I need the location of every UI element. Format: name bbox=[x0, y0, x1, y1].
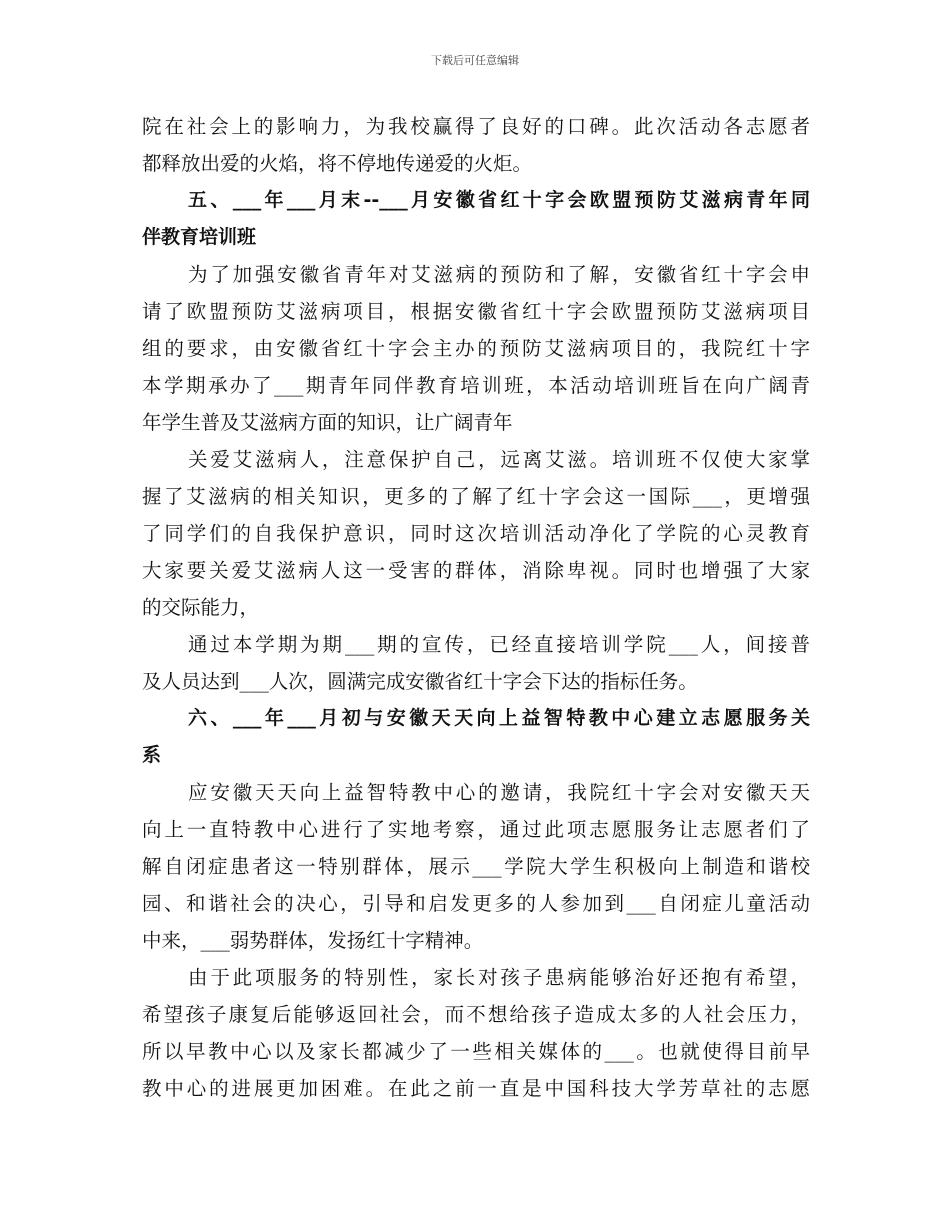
paragraph-line: 希望孩子康复后能够返回社会，而不想给孩子造成太多的人社会压力， bbox=[142, 1003, 810, 1026]
paragraph-line: 应安徽天天向上益智特教中心的邀请，我院红十字会对安徽天天 bbox=[188, 781, 810, 804]
paragraph-line: 院在社会上的影响力，为我校赢得了良好的口碑。此次活动各志愿者 bbox=[142, 115, 810, 138]
paragraph-line: 向上一直特教中心进行了实地考察，通过此项志愿服务让志愿者们了 bbox=[142, 818, 810, 841]
paragraph-line: 为了加强安徽省青年对艾滋病的预防和了解，安徽省红十字会申 bbox=[188, 263, 810, 286]
paragraph-line: 的交际能力， bbox=[142, 596, 260, 619]
section-heading-line: 五、___年___月末--___月安徽省红十字会欧盟预防艾滋病青年同 bbox=[188, 189, 810, 211]
paragraph-line: 握了艾滋病的相关知识，更多的了解了红十字会这一国际___，更增强 bbox=[142, 485, 810, 508]
section-heading-line: 六、___年___月初与安徽天天向上益智特教中心建立志愿服务关 bbox=[188, 707, 810, 729]
section-heading-line: 伴教育培训班 bbox=[142, 226, 257, 248]
paragraph-line: 了同学们的自我保护意识，同时这次培训活动净化了学院的心灵教育 bbox=[142, 522, 810, 545]
section-heading-line: 系 bbox=[142, 744, 162, 766]
paragraph-line: 解自闭症患者这一特别群体，展示___学院大学生积极向上制造和谐校 bbox=[142, 855, 810, 878]
page-header: 下载后可任意编辑 bbox=[431, 54, 519, 67]
paragraph-line: 本学期承办了___期青年同伴教育培训班，本活动培训班旨在向广阔青 bbox=[142, 374, 810, 397]
paragraph-line: 中来，___弱势群体，发扬红十字精神。 bbox=[142, 929, 484, 952]
paragraph-line: 及人员达到___人次，圆满完成安徽省红十字会下达的指标任务。 bbox=[142, 670, 698, 693]
paragraph-line: 所以早教中心以及家长都减少了一些相关媒体的___。也就使得目前早 bbox=[142, 1040, 810, 1063]
paragraph-line: 组的要求，由安徽省红十字会主办的预防艾滋病项目的，我院红十字 bbox=[142, 337, 810, 360]
paragraph-line: 由于此项服务的特别性，家长对孩子患病能够治好还抱有希望， bbox=[188, 966, 810, 989]
paragraph-line: 教中心的进展更加困难。在此之前一直是中国科技大学芳草社的志愿 bbox=[142, 1077, 810, 1100]
paragraph-line: 大家要关爱艾滋病人这一受害的群体，消除卑视。同时也增强了大家 bbox=[142, 559, 810, 582]
paragraph-line: 关爱艾滋病人，注意保护自己，远离艾滋。培训班不仅使大家掌 bbox=[188, 448, 810, 471]
paragraph-line: 请了欧盟预防艾滋病项目，根据安徽省红十字会欧盟预防艾滋病项目 bbox=[142, 300, 810, 323]
paragraph-line: 都释放出爱的火焰，将不停地传递爱的火炬。 bbox=[142, 152, 533, 175]
paragraph-line: 园、和谐社会的决心，引导和启发更多的人参加到___自闭症儿童活动 bbox=[142, 892, 810, 915]
document-body bbox=[142, 108, 810, 1107]
paragraph-line: 年学生普及艾滋病方面的知识，让广阔青年 bbox=[142, 411, 513, 434]
paragraph-line: 通过本学期为期___期的宣传，已经直接培训学院___人，间接普 bbox=[188, 633, 810, 656]
